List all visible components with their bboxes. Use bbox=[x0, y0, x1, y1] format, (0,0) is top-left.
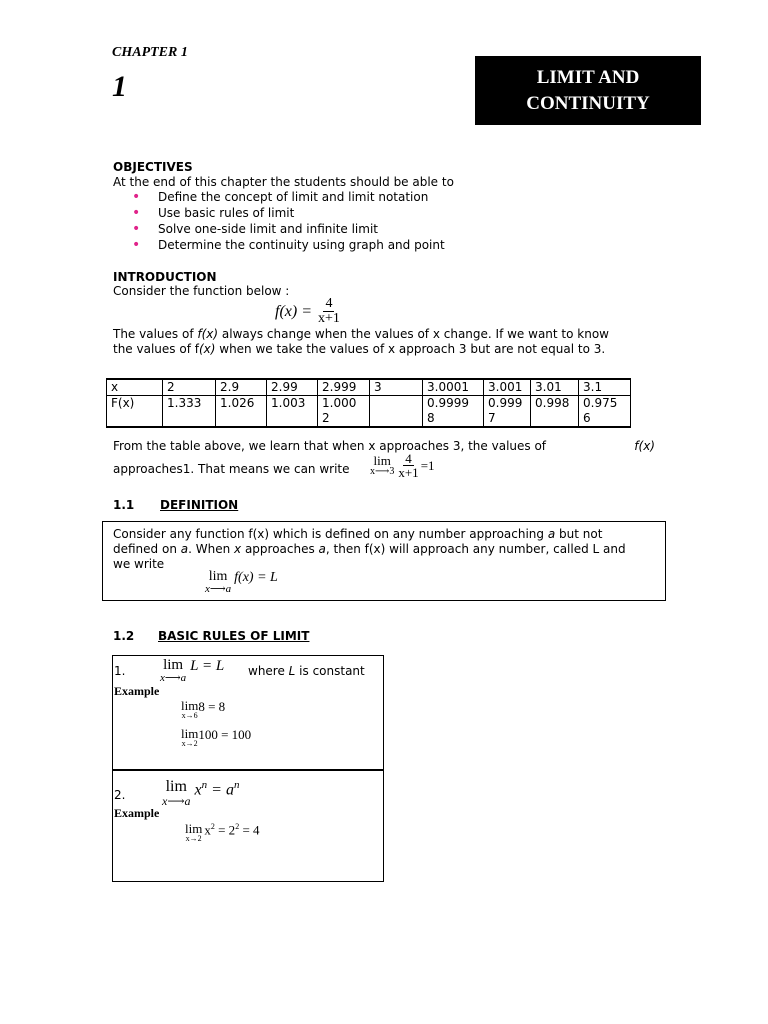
definition-line1: Consider any function f(x) which is defined on any number approaching a but not bbox=[113, 527, 603, 541]
table-cell: 3.0001 bbox=[423, 379, 484, 396]
rule2-example: lim x→2 $x^2 = 2^2 = 4$ bbox=[185, 821, 260, 843]
bullet-icon: • bbox=[132, 189, 141, 205]
table-cell: 3 bbox=[370, 379, 423, 396]
table-cell: x bbox=[107, 379, 163, 396]
rule2-expression: lim x⟶a $x^n = a^n$ bbox=[162, 778, 240, 808]
list-item: • Solve one-side limit and infinite limit bbox=[132, 221, 378, 237]
list-item: • Define the concept of limit and limit notation bbox=[132, 189, 429, 205]
table-cell: 1.003 bbox=[267, 396, 318, 428]
table-cell: 2 bbox=[163, 379, 216, 396]
definition-limit-expression: lim x⟶a f(x) = L bbox=[205, 569, 278, 595]
table-cell: 0.975 6 bbox=[579, 396, 631, 428]
table-cell: 3.01 bbox=[531, 379, 579, 396]
table-cell: 3.1 bbox=[579, 379, 631, 396]
objectives-intro: At the end of this chapter the students should be able to bbox=[113, 175, 454, 189]
definition-line2: defined on a. When x approaches a, then f(x) will approach any number, called L and bbox=[113, 542, 626, 556]
chapter-title-box bbox=[475, 56, 701, 125]
definition-line3: we write bbox=[113, 557, 165, 571]
rule1-expression: lim x⟶a L = L bbox=[160, 657, 225, 684]
objectives-heading: OBJECTIVES bbox=[113, 160, 193, 174]
function-definition: f(x) = $\frac{4}{x+1}$ bbox=[275, 296, 340, 326]
rules-heading: BASIC RULES OF LIMIT bbox=[158, 629, 310, 643]
table-cell bbox=[370, 396, 423, 428]
chapter-number: 1 bbox=[112, 70, 127, 103]
chapter-title-line2: CONTINUITY bbox=[526, 92, 650, 114]
table-cell: 2.99 bbox=[267, 379, 318, 396]
rules-number: 1.2 bbox=[113, 629, 135, 643]
table-cell: 0.9999 8 bbox=[423, 396, 484, 428]
chapter-title-line1: LIMIT AND bbox=[536, 66, 640, 88]
list-item: • Use basic rules of limit bbox=[132, 205, 295, 221]
introduction-heading: INTRODUCTION bbox=[113, 270, 217, 284]
rule1-example1: lim x→6 8 = 8 bbox=[181, 698, 226, 720]
introduction-paragraph-line1: The values of f(x) always change when the values of x change. If we want to know bbox=[113, 327, 609, 341]
rule1-index: 1. bbox=[114, 664, 126, 678]
table-cell: 1.333 bbox=[163, 396, 216, 428]
table-row bbox=[107, 379, 631, 396]
conclusion-line1: From the table above, we learn that when x approaches 3, the values of f(x) bbox=[113, 439, 655, 453]
table-cell: 3.001 bbox=[484, 379, 531, 396]
rule1-example2: lim x→2 100 = 100 bbox=[181, 726, 252, 748]
table-row bbox=[107, 396, 631, 428]
table-cell: 0.998 bbox=[531, 396, 579, 428]
chapter-label: CHAPTER 1 bbox=[112, 45, 188, 60]
rule1-example-label: Example bbox=[114, 684, 160, 698]
values-table bbox=[106, 378, 631, 428]
objectives-list bbox=[132, 189, 445, 253]
table-cell: 1.026 bbox=[216, 396, 267, 428]
table-cell: 2.999 bbox=[318, 379, 370, 396]
introduction-line1: Consider the function below : bbox=[113, 284, 290, 298]
rule1-note: where L is constant bbox=[248, 664, 365, 678]
bullet-icon: • bbox=[132, 205, 141, 221]
rule2-index: 2. bbox=[114, 788, 126, 802]
rule2-example-label: Example bbox=[114, 806, 160, 820]
introduction-paragraph-line2: the values of f(x) when we take the values of x approach 3 but are not equal to 3. bbox=[113, 342, 606, 356]
bullet-icon: • bbox=[132, 221, 141, 237]
table-cell: 1.000 2 bbox=[318, 396, 370, 428]
conclusion-line2: approaches1. That means we can write bbox=[113, 462, 350, 476]
definition-heading: DEFINITION bbox=[160, 498, 239, 512]
table-cell: 2.9 bbox=[216, 379, 267, 396]
table-cell: 0.999 7 bbox=[484, 396, 531, 428]
table-cell: F(x) bbox=[107, 396, 163, 428]
definition-number: 1.1 bbox=[113, 498, 135, 512]
limit-expression: lim x⟶3 $\frac{4}{x+1}$ =1 bbox=[370, 451, 435, 480]
bullet-icon: • bbox=[132, 237, 141, 253]
list-item: • Determine the continuity using graph and point bbox=[132, 237, 445, 253]
